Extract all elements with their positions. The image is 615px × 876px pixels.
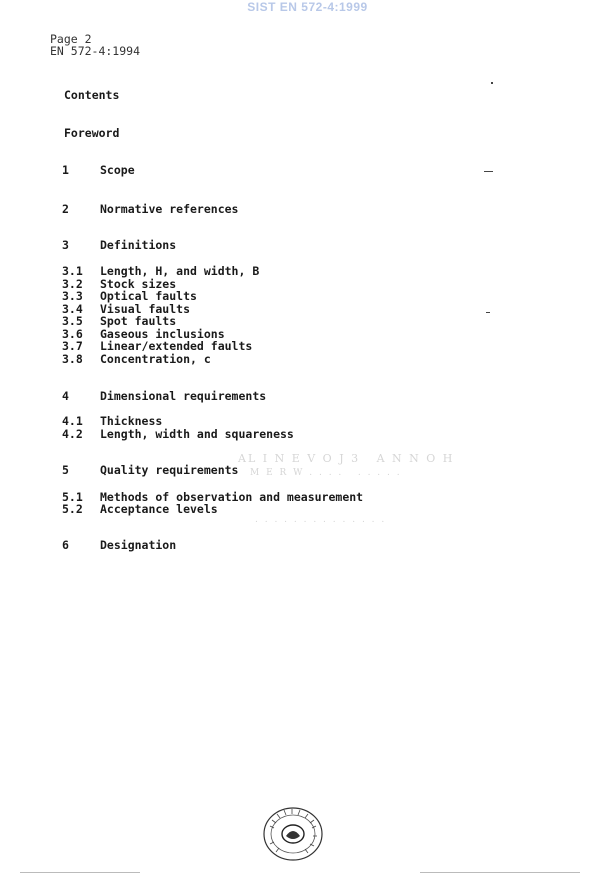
toc-title: Length, width and squareness <box>100 427 294 441</box>
toc-entry[interactable] <box>62 503 218 516</box>
toc-title: Thickness <box>100 414 163 428</box>
toc-entry[interactable] <box>62 265 259 278</box>
toc-title: Scope <box>100 163 135 177</box>
toc-number: 6 <box>62 538 69 552</box>
toc-entry[interactable] <box>62 353 211 366</box>
toc-number: 5 <box>62 463 69 477</box>
toc-title: Visual faults <box>100 301 191 316</box>
scan-speck <box>486 312 490 313</box>
toc-title: Dimensional requirements <box>100 389 267 403</box>
toc-number: 5.2 <box>62 502 83 516</box>
toc-entry[interactable] <box>62 340 252 353</box>
toc-number: 2 <box>62 202 69 216</box>
toc-entry[interactable] <box>62 428 294 441</box>
toc-number: 3.8 <box>62 351 83 366</box>
toc-number: 3 <box>62 238 69 252</box>
toc-title: Spot faults <box>100 314 177 328</box>
toc-entry[interactable] <box>62 415 162 428</box>
toc-entry[interactable] <box>62 390 266 403</box>
page-number: Page 2 <box>50 32 92 46</box>
toc-number: 3.7 <box>62 339 83 353</box>
toc-number: 4.2 <box>62 427 83 441</box>
toc-entry[interactable] <box>62 239 176 252</box>
toc-number: 4.1 <box>62 414 83 428</box>
toc-title: Gaseous inclusions <box>100 326 225 341</box>
toc-number: 1 <box>62 163 69 177</box>
toc-number: 3.3 <box>62 289 83 303</box>
standard-number: EN 572-4:1994 <box>50 44 141 58</box>
toc-title: Designation <box>100 538 177 552</box>
toc-number: 3.6 <box>62 326 83 341</box>
scan-edge-line <box>420 872 580 873</box>
faint-stamp-impression: . . . . . . . . . . . . . . <box>255 515 387 525</box>
contents-heading: Contents <box>64 88 120 102</box>
faint-stamp-impression: M E R W . . . . . . . . . <box>250 468 402 478</box>
toc-number: 3.5 <box>62 314 83 328</box>
page-header <box>50 33 140 57</box>
toc-title: Linear/extended faults <box>100 339 253 353</box>
watermark: SIST EN 572-4:1999 <box>247 0 368 14</box>
toc-title: Acceptance levels <box>100 502 218 516</box>
toc-title: Methods of observation and measurement <box>100 490 364 504</box>
toc-title: Optical faults <box>100 289 197 303</box>
scan-speck <box>491 82 493 84</box>
seal-stamp-icon <box>262 806 324 862</box>
toc-title: Definitions <box>100 238 177 252</box>
toc-number: 3.2 <box>62 276 83 291</box>
toc-entry[interactable] <box>62 464 238 477</box>
toc-entry[interactable] <box>62 164 135 177</box>
foreword-link[interactable]: Foreword <box>64 126 120 140</box>
scan-speck <box>484 171 493 172</box>
toc-entry[interactable] <box>62 290 197 303</box>
toc-title: Quality requirements <box>100 463 239 477</box>
toc-number: 5.1 <box>62 490 83 504</box>
toc-title: Normative references <box>100 202 239 216</box>
faint-stamp-impression: AL I N E V O J 3 A N N O H <box>238 452 455 465</box>
toc-title: Concentration, c <box>100 351 211 366</box>
toc-entry[interactable] <box>62 539 176 552</box>
scan-edge-line <box>20 872 140 873</box>
toc-number: 3.4 <box>62 301 83 316</box>
toc-title: Stock sizes <box>100 276 177 291</box>
toc-number: 3.1 <box>62 264 83 278</box>
toc-entry[interactable] <box>62 315 176 328</box>
toc-entry[interactable] <box>62 203 238 216</box>
toc-title: Length, H, and width, B <box>100 264 260 278</box>
toc-number: 4 <box>62 389 69 403</box>
